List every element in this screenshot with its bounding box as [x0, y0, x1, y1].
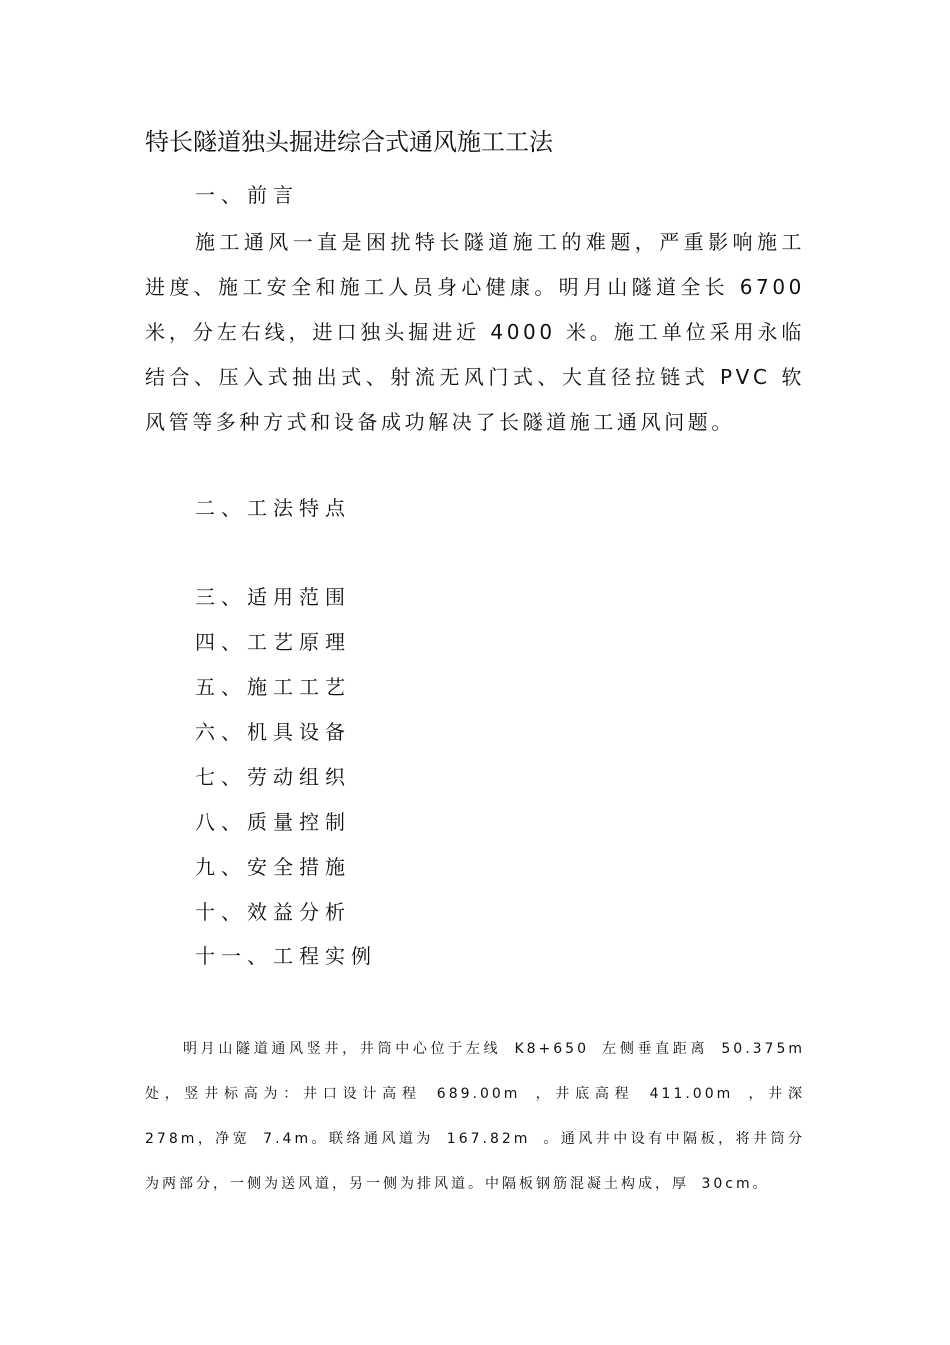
section-heading-safety: 九、安全措施 [195, 855, 351, 879]
section-heading-principle: 四、工艺原理 [195, 630, 351, 654]
section-heading-equipment: 六、机具设备 [195, 720, 351, 744]
document-title: 特长隧道独头掘进综合式通风施工工法 [145, 128, 553, 156]
section-heading-preface: 一、前言 [195, 183, 299, 207]
section-heading-case: 十一、工程实例 [195, 944, 377, 968]
section-heading-quality: 八、质量控制 [195, 810, 351, 834]
section-heading-benefit: 十、效益分析 [195, 900, 351, 924]
shaft-paragraph: 明月山隧道通风竖井，井筒中心位于左线 K8+650 左侧垂直距离 50.375m 处，竖井标高为：井口设计高程 689.00m ，井底高程 411.00m ，井深 278m，净宽 7.4m。联络通风道为 167.82m 。通风井中设有中隔板，将井筒分为两部分，一侧为送风道，另一侧为排风道。中隔板钢筋混凝土构成，厚 30cm。 [145, 1041, 805, 1192]
section-heading-scope: 三、适用范围 [195, 585, 351, 609]
intro-paragraph: 施工通风一直是困扰特长隧道施工的难题，严重影响施工进度、施工安全和施工人员身心健康。明月山隧道全长 6700 米，分左右线，进口独头掘进近 4000 米。施工单位采用永临结合、压入式抽出式、射流无风门式、大直径拉链式 PVC 软风管等多种方式和设备成功解决了长隧道施工通风问题。 [145, 230, 805, 434]
section-heading-labor: 七、劳动组织 [195, 765, 351, 789]
section-heading-process: 五、施工工艺 [195, 675, 351, 699]
section-heading-features: 二、工法特点 [195, 496, 351, 520]
